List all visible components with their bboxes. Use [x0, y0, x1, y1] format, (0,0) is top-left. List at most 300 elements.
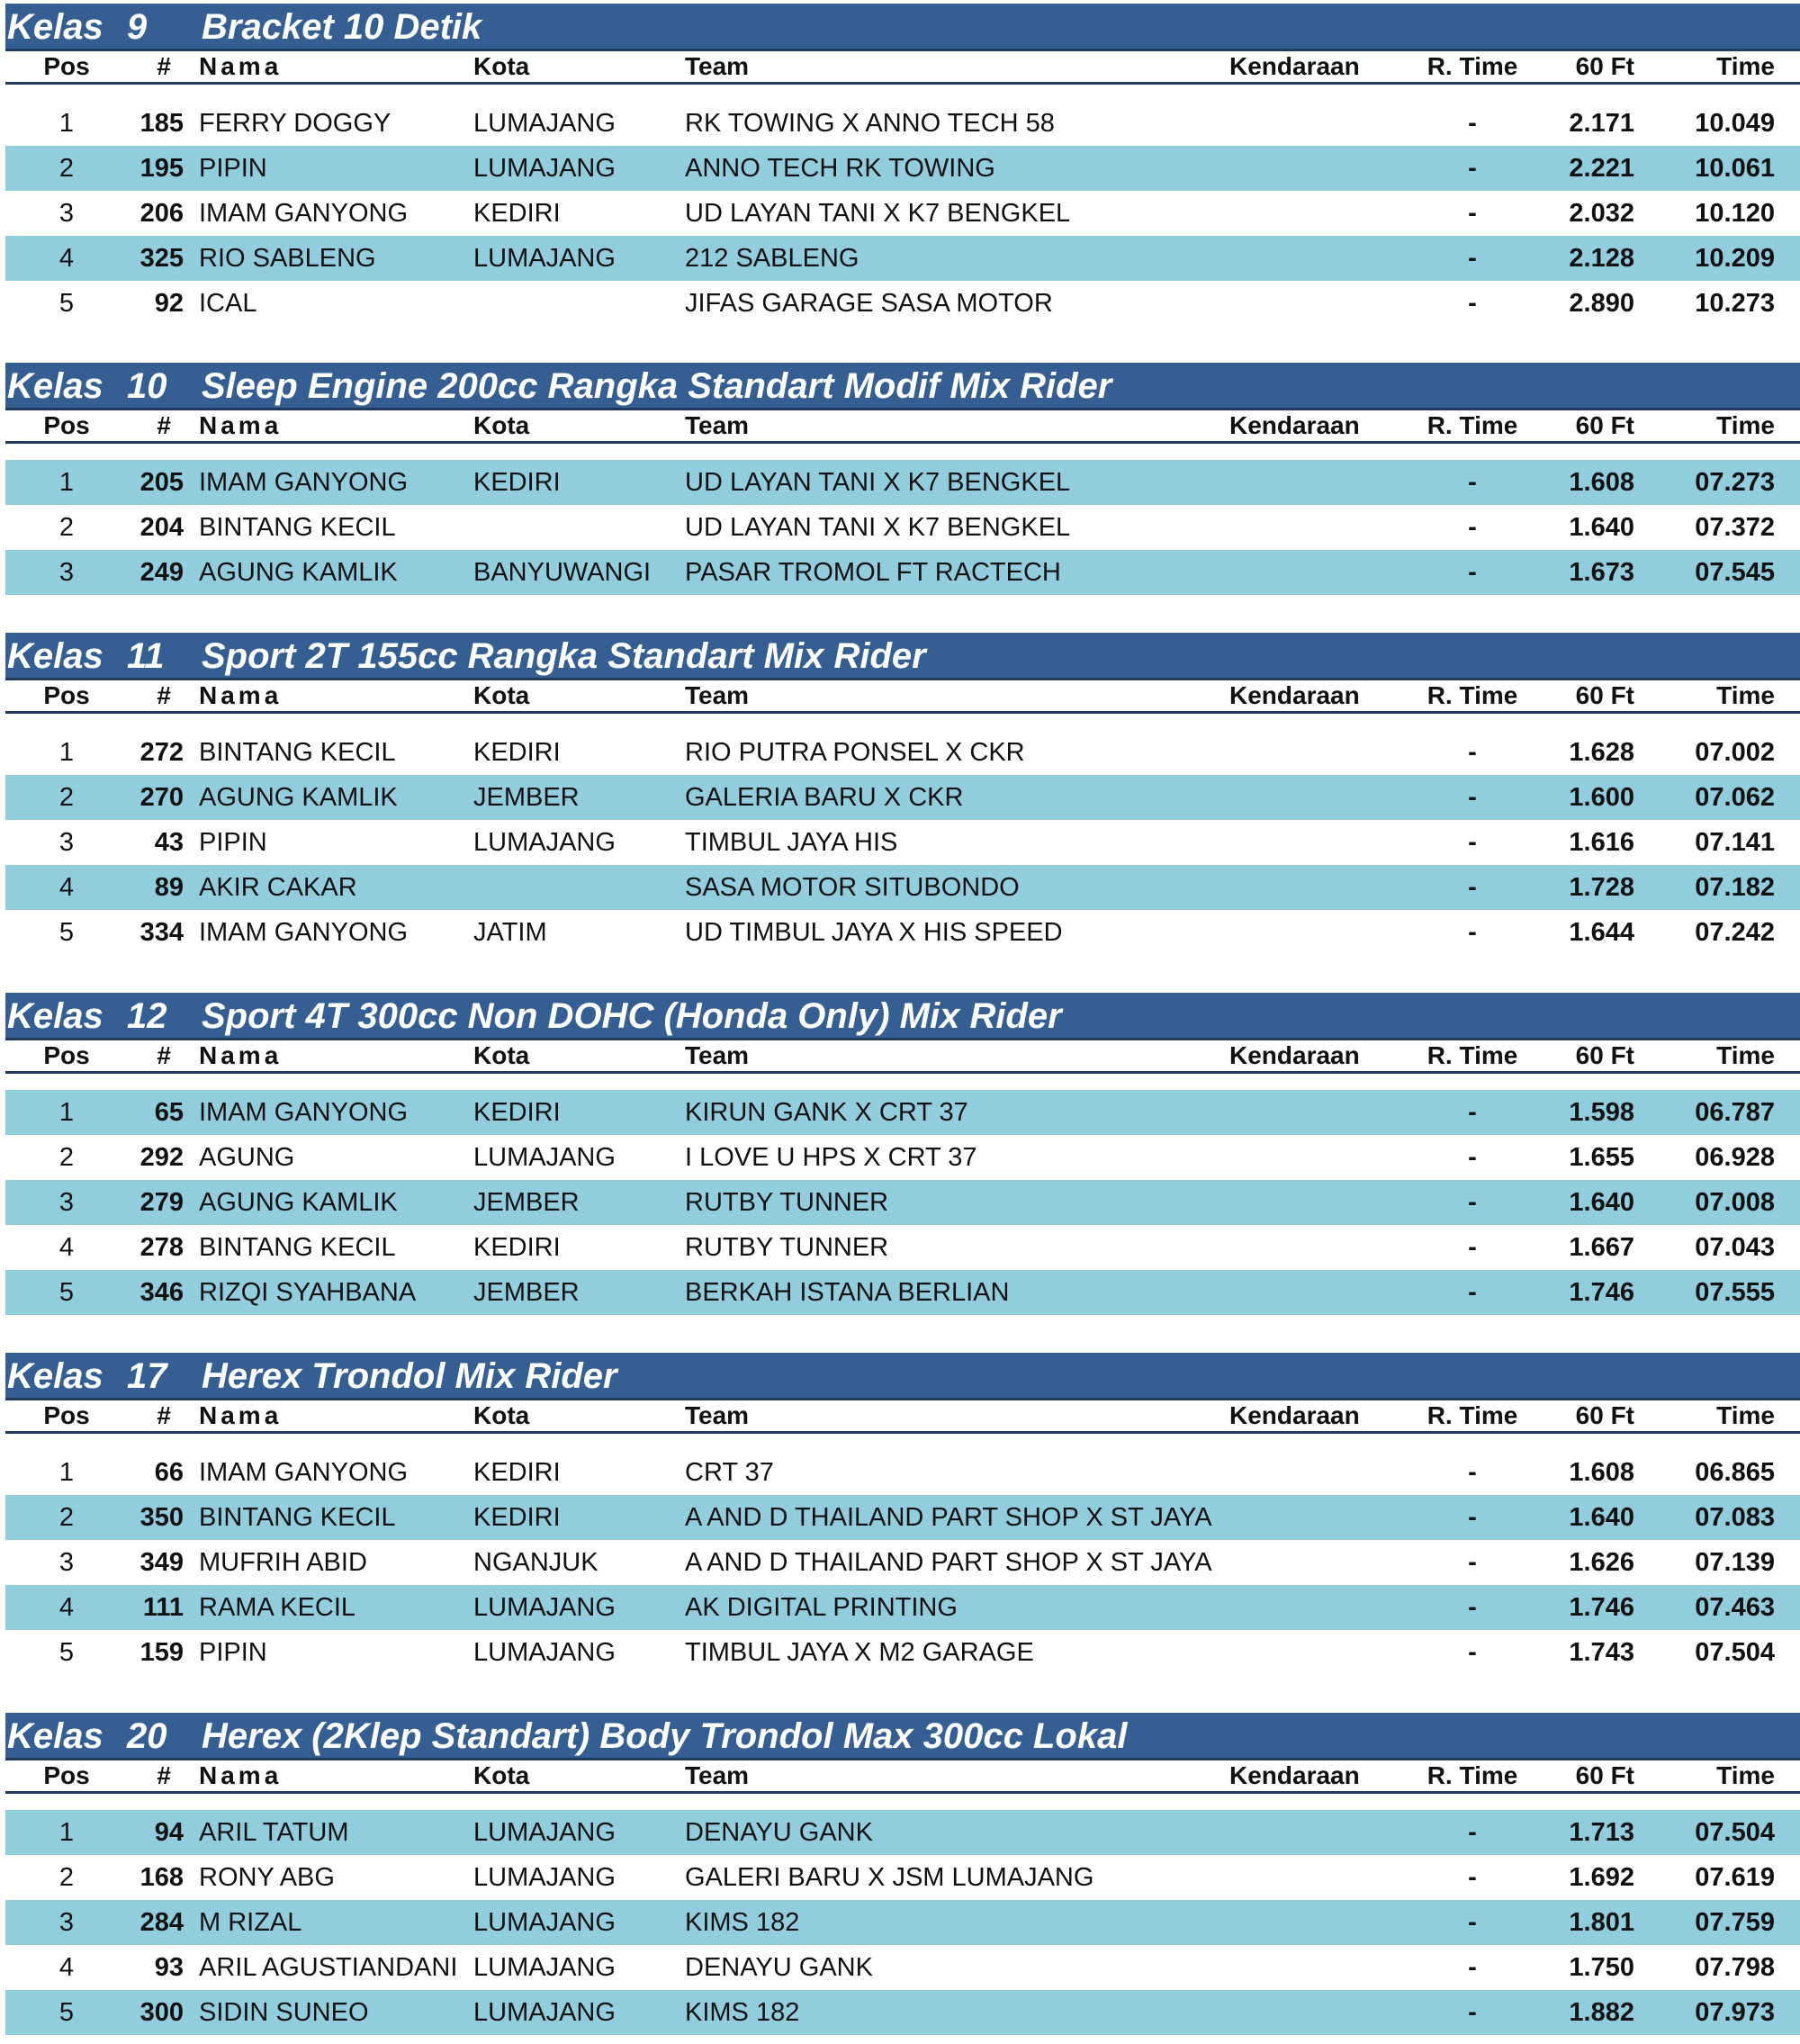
cell-rtime: -: [1468, 557, 1477, 587]
table-row: [5, 146, 1800, 191]
column-header-kota: Kota: [473, 1761, 530, 1789]
column-header-kota: Kota: [473, 52, 530, 80]
cell-num: 334: [140, 917, 184, 947]
kelas-title: Bracket 10 Detik: [202, 7, 482, 47]
cell-num: 195: [140, 153, 184, 183]
kelas-number: 17: [127, 1356, 167, 1396]
cell-num: 272: [140, 737, 184, 767]
kelas-title-bar: [5, 633, 1800, 678]
cell-pos: 1: [58, 1457, 75, 1487]
table-header: [5, 1758, 1800, 1794]
cell-time: 07.062: [1695, 782, 1775, 812]
kelas-title: Sport 2T 155cc Rangka Standart Mix Rider: [202, 636, 926, 676]
cell-rtime: -: [1468, 1277, 1477, 1307]
table-row: [5, 1540, 1800, 1585]
table-row: [5, 1450, 1800, 1495]
cell-kota: LUMAJANG: [473, 1592, 616, 1622]
cell-ft60: 1.640: [1569, 1502, 1634, 1532]
cell-time: 07.139: [1695, 1547, 1775, 1577]
cell-num: 92: [154, 288, 184, 318]
cell-rtime: -: [1468, 1187, 1477, 1217]
cell-team: ANNO TECH RK TOWING: [685, 153, 995, 183]
cell-team: RUTBY TUNNER: [685, 1232, 889, 1262]
cell-team: GALERI BARU X JSM LUMAJANG: [685, 1862, 1094, 1892]
cell-rtime: -: [1468, 467, 1477, 497]
cell-kota: LUMAJANG: [473, 243, 616, 273]
cell-kota: LUMAJANG: [473, 1997, 616, 2027]
cell-pos: 1: [58, 737, 75, 767]
column-header-num: #: [157, 1401, 171, 1429]
cell-nama: BINTANG KECIL: [199, 1502, 396, 1532]
column-header-kendaraan: Kendaraan: [1229, 1401, 1360, 1429]
cell-ft60: 2.128: [1569, 243, 1634, 273]
kelas-section: [5, 1713, 1800, 2035]
cell-nama: FERRY DOGGY: [199, 108, 392, 138]
cell-team: AK DIGITAL PRINTING: [685, 1592, 958, 1622]
cell-pos: 3: [58, 198, 75, 228]
column-header-kota: Kota: [473, 681, 530, 709]
cell-ft60: 1.728: [1569, 872, 1634, 902]
cell-rtime: -: [1468, 1862, 1477, 1892]
column-header-time: Time: [1716, 52, 1775, 80]
cell-team: UD LAYAN TANI X K7 BENGKEL: [685, 198, 1071, 228]
cell-pos: 5: [58, 1277, 75, 1307]
column-header-nama: Nama: [199, 1761, 283, 1789]
column-header-time: Time: [1716, 1401, 1775, 1429]
cell-time: 06.928: [1695, 1142, 1775, 1172]
cell-time: 07.002: [1695, 737, 1775, 767]
cell-rtime: -: [1468, 288, 1477, 318]
cell-ft60: 1.801: [1569, 1907, 1634, 1937]
column-header-ft60: 60 Ft: [1575, 1761, 1634, 1789]
cell-ft60: 1.644: [1569, 917, 1634, 947]
cell-time: 07.504: [1695, 1637, 1775, 1667]
cell-rtime: -: [1468, 1817, 1477, 1847]
table-row: [5, 505, 1800, 550]
cell-nama: M RIZAL: [199, 1907, 302, 1937]
cell-ft60: 1.743: [1569, 1637, 1634, 1667]
cell-ft60: 1.673: [1569, 557, 1634, 587]
cell-kota: KEDIRI: [473, 1457, 561, 1487]
cell-num: 205: [140, 467, 184, 497]
cell-num: 204: [140, 512, 184, 542]
kelas-number: 12: [127, 996, 167, 1036]
table-row: [5, 281, 1800, 326]
cell-team: JIFAS GARAGE SASA MOTOR: [685, 288, 1053, 318]
table-row: [5, 1630, 1800, 1675]
cell-team: GALERIA BARU X CKR: [685, 782, 964, 812]
cell-team: UD TIMBUL JAYA X HIS SPEED: [685, 917, 1063, 947]
cell-nama: AGUNG: [199, 1142, 295, 1172]
cell-time: 07.242: [1695, 917, 1775, 947]
cell-ft60: 2.171: [1569, 108, 1634, 138]
cell-kota: LUMAJANG: [473, 1142, 616, 1172]
cell-team: A AND D THAILAND PART SHOP X ST JAYA: [685, 1502, 1212, 1532]
kelas-label: Kelas: [7, 996, 104, 1036]
cell-num: 300: [140, 1997, 184, 2027]
column-header-kendaraan: Kendaraan: [1229, 1041, 1360, 1069]
cell-pos: 2: [58, 1142, 75, 1172]
cell-ft60: 1.616: [1569, 827, 1634, 857]
cell-ft60: 1.692: [1569, 1862, 1634, 1892]
cell-kota: JEMBER: [473, 1187, 580, 1217]
column-header-team: Team: [685, 681, 750, 709]
cell-num: 93: [154, 1952, 184, 1982]
cell-pos: 4: [58, 243, 75, 273]
cell-team: BERKAH ISTANA BERLIAN: [685, 1277, 1010, 1307]
table-row: [5, 460, 1800, 505]
cell-time: 07.372: [1695, 512, 1775, 542]
cell-rtime: -: [1468, 737, 1477, 767]
column-header-team: Team: [685, 1401, 750, 1429]
cell-rtime: -: [1468, 1547, 1477, 1577]
cell-nama: IMAM GANYONG: [199, 198, 409, 228]
cell-rtime: -: [1468, 917, 1477, 947]
cell-nama: AGUNG KAMLIK: [199, 782, 398, 812]
cell-time: 07.555: [1695, 1277, 1775, 1307]
kelas-title-bar: [5, 1353, 1800, 1398]
cell-pos: 4: [58, 1232, 75, 1262]
cell-team: KIRUN GANK X CRT 37: [685, 1097, 968, 1127]
cell-nama: RAMA KECIL: [199, 1592, 356, 1622]
cell-nama: ARIL AGUSTIANDANI: [199, 1952, 458, 1982]
cell-time: 07.504: [1695, 1817, 1775, 1847]
cell-time: 07.619: [1695, 1862, 1775, 1892]
kelas-title-bar: [5, 4, 1800, 49]
cell-num: 350: [140, 1502, 184, 1532]
kelas-label: Kelas: [7, 636, 104, 676]
cell-nama: IMAM GANYONG: [199, 1457, 409, 1487]
cell-team: 212 SABLENG: [685, 243, 860, 273]
cell-team: UD LAYAN TANI X K7 BENGKEL: [685, 467, 1071, 497]
cell-time: 10.120: [1695, 198, 1775, 228]
cell-rtime: -: [1468, 198, 1477, 228]
cell-nama: BINTANG KECIL: [199, 737, 396, 767]
cell-time: 07.545: [1695, 557, 1775, 587]
cell-pos: 2: [58, 512, 75, 542]
cell-pos: 3: [58, 1547, 75, 1577]
cell-nama: PIPIN: [199, 827, 267, 857]
column-header-kota: Kota: [473, 411, 530, 439]
cell-ft60: 1.882: [1569, 1997, 1634, 2027]
cell-team: RIO PUTRA PONSEL X CKR: [685, 737, 1025, 767]
table-row: [5, 1900, 1800, 1945]
cell-time: 07.141: [1695, 827, 1775, 857]
cell-rtime: -: [1468, 1097, 1477, 1127]
cell-pos: 4: [58, 872, 75, 902]
column-header-rtime: R. Time: [1426, 681, 1518, 709]
cell-ft60: 1.713: [1569, 1817, 1634, 1847]
column-header-nama: Nama: [199, 1401, 283, 1429]
cell-time: 07.273: [1695, 467, 1775, 497]
cell-ft60: 2.890: [1569, 288, 1634, 318]
table-row: [5, 1270, 1800, 1315]
cell-pos: 3: [58, 1907, 75, 1937]
cell-rtime: -: [1468, 153, 1477, 183]
table-row: [5, 1855, 1800, 1900]
table-row: [5, 1945, 1800, 1990]
cell-time: 07.182: [1695, 872, 1775, 902]
cell-pos: 5: [58, 288, 75, 318]
cell-time: 07.043: [1695, 1232, 1775, 1262]
cell-ft60: 1.608: [1569, 1457, 1634, 1487]
cell-kota: KEDIRI: [473, 737, 561, 767]
table-row: [5, 865, 1800, 910]
column-header-pos: Pos: [43, 1761, 90, 1789]
table-row: [5, 1135, 1800, 1180]
cell-team: RUTBY TUNNER: [685, 1187, 889, 1217]
cell-team: RK TOWING X ANNO TECH 58: [685, 108, 1055, 138]
cell-num: 284: [140, 1907, 184, 1937]
kelas-title-bar: [5, 1713, 1800, 1758]
kelas-title: Sleep Engine 200cc Rangka Standart Modif Mix Rider: [202, 366, 1112, 406]
column-header-time: Time: [1716, 1041, 1775, 1069]
cell-pos: 1: [58, 467, 75, 497]
cell-kota: JEMBER: [473, 782, 580, 812]
cell-time: 07.798: [1695, 1952, 1775, 1982]
cell-pos: 1: [58, 1097, 75, 1127]
cell-time: 10.049: [1695, 108, 1775, 138]
cell-ft60: 1.640: [1569, 512, 1634, 542]
cell-rtime: -: [1468, 1457, 1477, 1487]
cell-team: DENAYU GANK: [685, 1817, 873, 1847]
cell-num: 168: [140, 1862, 184, 1892]
cell-time: 07.083: [1695, 1502, 1775, 1532]
cell-num: 292: [140, 1142, 184, 1172]
table-row: [5, 775, 1800, 820]
cell-ft60: 1.655: [1569, 1142, 1634, 1172]
cell-num: 349: [140, 1547, 184, 1577]
cell-pos: 3: [58, 1187, 75, 1217]
column-header-num: #: [157, 411, 171, 439]
cell-nama: IMAM GANYONG: [199, 917, 409, 947]
cell-rtime: -: [1468, 1592, 1477, 1622]
column-header-nama: Nama: [199, 411, 283, 439]
cell-num: 346: [140, 1277, 184, 1307]
cell-pos: 2: [58, 1862, 75, 1892]
table-row: [5, 550, 1800, 595]
cell-time: 10.273: [1695, 288, 1775, 318]
cell-num: 94: [154, 1817, 184, 1847]
cell-nama: AKIR CAKAR: [199, 872, 357, 902]
cell-kota: LUMAJANG: [473, 1907, 616, 1937]
cell-num: 249: [140, 557, 184, 587]
column-header-time: Time: [1716, 411, 1775, 439]
cell-pos: 1: [58, 1817, 75, 1847]
table-row: [5, 236, 1800, 281]
column-header-ft60: 60 Ft: [1575, 411, 1634, 439]
cell-pos: 4: [58, 1592, 75, 1622]
cell-team: A AND D THAILAND PART SHOP X ST JAYA: [685, 1547, 1212, 1577]
cell-nama: ARIL TATUM: [199, 1817, 349, 1847]
cell-num: 111: [142, 1592, 184, 1622]
cell-nama: MUFRIH ABID: [199, 1547, 367, 1577]
cell-num: 66: [154, 1457, 184, 1487]
cell-team: PASAR TROMOL FT RACTECH: [685, 557, 1061, 587]
kelas-section: [5, 4, 1800, 326]
column-header-rtime: R. Time: [1426, 1761, 1518, 1789]
column-header-kendaraan: Kendaraan: [1229, 52, 1360, 80]
table-header: [5, 1038, 1800, 1074]
cell-rtime: -: [1468, 243, 1477, 273]
cell-pos: 2: [58, 1502, 75, 1532]
cell-team: TIMBUL JAYA X M2 GARAGE: [685, 1637, 1034, 1667]
cell-nama: SIDIN SUNEO: [199, 1997, 369, 2027]
cell-num: 270: [140, 782, 184, 812]
column-header-pos: Pos: [43, 52, 90, 80]
cell-ft60: 1.640: [1569, 1187, 1634, 1217]
cell-kota: LUMAJANG: [473, 153, 616, 183]
cell-pos: 2: [58, 153, 75, 183]
cell-nama: BINTANG KECIL: [199, 1232, 396, 1262]
column-header-num: #: [157, 1761, 171, 1789]
column-header-rtime: R. Time: [1426, 52, 1518, 80]
cell-time: 07.008: [1695, 1187, 1775, 1217]
cell-rtime: -: [1468, 1952, 1477, 1982]
cell-num: 159: [140, 1637, 184, 1667]
column-header-time: Time: [1716, 1761, 1775, 1789]
cell-rtime: -: [1468, 1997, 1477, 2027]
cell-ft60: 1.746: [1569, 1592, 1634, 1622]
column-header-ft60: 60 Ft: [1575, 1401, 1634, 1429]
cell-pos: 5: [58, 1997, 75, 2027]
cell-ft60: 1.600: [1569, 782, 1634, 812]
cell-time: 06.787: [1695, 1097, 1775, 1127]
kelas-section: [5, 363, 1800, 595]
column-header-kota: Kota: [473, 1041, 530, 1069]
cell-time: 07.973: [1695, 1997, 1775, 2027]
column-header-kendaraan: Kendaraan: [1229, 411, 1360, 439]
table-row: [5, 730, 1800, 775]
table-row: [5, 101, 1800, 146]
table-header: [5, 49, 1800, 85]
kelas-title-bar: [5, 363, 1800, 408]
column-header-rtime: R. Time: [1426, 1401, 1518, 1429]
kelas-number: 10: [127, 366, 167, 406]
cell-rtime: -: [1468, 512, 1477, 542]
kelas-title-bar: [5, 993, 1800, 1038]
cell-rtime: -: [1468, 1142, 1477, 1172]
cell-nama: ICAL: [199, 288, 257, 318]
table-row: [5, 1180, 1800, 1225]
kelas-label: Kelas: [7, 7, 104, 47]
kelas-number: 11: [127, 636, 165, 676]
kelas-title: Herex (2Klep Standart) Body Trondol Max 300cc Lokal: [202, 1716, 1128, 1756]
cell-rtime: -: [1468, 872, 1477, 902]
cell-num: 43: [154, 827, 184, 857]
table-row: [5, 1810, 1800, 1855]
cell-num: 278: [140, 1232, 184, 1262]
cell-kota: NGANJUK: [473, 1547, 598, 1577]
column-header-team: Team: [685, 1041, 750, 1069]
table-row: [5, 910, 1800, 955]
kelas-number: 9: [127, 7, 148, 47]
kelas-title: Herex Trondol Mix Rider: [202, 1356, 617, 1396]
cell-rtime: -: [1468, 827, 1477, 857]
cell-time: 07.463: [1695, 1592, 1775, 1622]
cell-pos: 4: [58, 1952, 75, 1982]
cell-kota: LUMAJANG: [473, 108, 616, 138]
cell-team: I LOVE U HPS X CRT 37: [685, 1142, 977, 1172]
cell-rtime: -: [1468, 1502, 1477, 1532]
column-header-pos: Pos: [43, 681, 90, 709]
kelas-label: Kelas: [7, 1356, 104, 1396]
cell-nama: AGUNG KAMLIK: [199, 557, 398, 587]
cell-nama: AGUNG KAMLIK: [199, 1187, 398, 1217]
cell-nama: IMAM GANYONG: [199, 1097, 409, 1127]
cell-rtime: -: [1468, 1637, 1477, 1667]
cell-num: 185: [140, 108, 184, 138]
cell-pos: 3: [58, 827, 75, 857]
cell-kota: LUMAJANG: [473, 1637, 616, 1667]
cell-nama: RIZQI SYAHBANA: [199, 1277, 417, 1307]
cell-ft60: 1.746: [1569, 1277, 1634, 1307]
column-header-team: Team: [685, 52, 750, 80]
cell-nama: RONY ABG: [199, 1862, 335, 1892]
cell-kota: KEDIRI: [473, 198, 561, 228]
table-row: [5, 1090, 1800, 1135]
column-header-ft60: 60 Ft: [1575, 52, 1634, 80]
cell-ft60: 1.598: [1569, 1097, 1634, 1127]
cell-team: KIMS 182: [685, 1997, 800, 2027]
cell-ft60: 2.032: [1569, 198, 1634, 228]
cell-ft60: 1.608: [1569, 467, 1634, 497]
column-header-ft60: 60 Ft: [1575, 681, 1634, 709]
column-header-num: #: [157, 681, 171, 709]
column-header-num: #: [157, 52, 171, 80]
cell-pos: 3: [58, 557, 75, 587]
column-header-num: #: [157, 1041, 171, 1069]
cell-rtime: -: [1468, 1232, 1477, 1262]
table-header: [5, 408, 1800, 444]
kelas-label: Kelas: [7, 366, 104, 406]
cell-time: 10.209: [1695, 243, 1775, 273]
cell-team: CRT 37: [685, 1457, 774, 1487]
cell-ft60: 1.628: [1569, 737, 1634, 767]
cell-kota: KEDIRI: [473, 467, 561, 497]
column-header-nama: Nama: [199, 681, 283, 709]
cell-num: 206: [140, 198, 184, 228]
column-header-team: Team: [685, 1761, 750, 1789]
cell-kota: LUMAJANG: [473, 1862, 616, 1892]
table-row: [5, 1990, 1800, 2035]
cell-rtime: -: [1468, 782, 1477, 812]
cell-team: DENAYU GANK: [685, 1952, 873, 1982]
cell-time: 07.759: [1695, 1907, 1775, 1937]
column-header-ft60: 60 Ft: [1575, 1041, 1634, 1069]
cell-nama: RIO SABLENG: [199, 243, 376, 273]
cell-pos: 5: [58, 1637, 75, 1667]
cell-nama: PIPIN: [199, 1637, 267, 1667]
cell-num: 65: [154, 1097, 184, 1127]
cell-kota: JATIM: [473, 917, 547, 947]
column-header-pos: Pos: [43, 1401, 90, 1429]
table-row: [5, 820, 1800, 865]
kelas-number: 20: [127, 1716, 167, 1756]
table-row: [5, 1495, 1800, 1540]
cell-time: 10.061: [1695, 153, 1775, 183]
column-header-rtime: R. Time: [1426, 411, 1518, 439]
table-row: [5, 1585, 1800, 1630]
column-header-nama: Nama: [199, 1041, 283, 1069]
cell-kota: LUMAJANG: [473, 1952, 616, 1982]
cell-team: TIMBUL JAYA HIS: [685, 827, 898, 857]
cell-ft60: 1.667: [1569, 1232, 1634, 1262]
column-header-rtime: R. Time: [1426, 1041, 1518, 1069]
column-header-team: Team: [685, 411, 750, 439]
kelas-section: [5, 633, 1800, 955]
cell-nama: BINTANG KECIL: [199, 512, 396, 542]
